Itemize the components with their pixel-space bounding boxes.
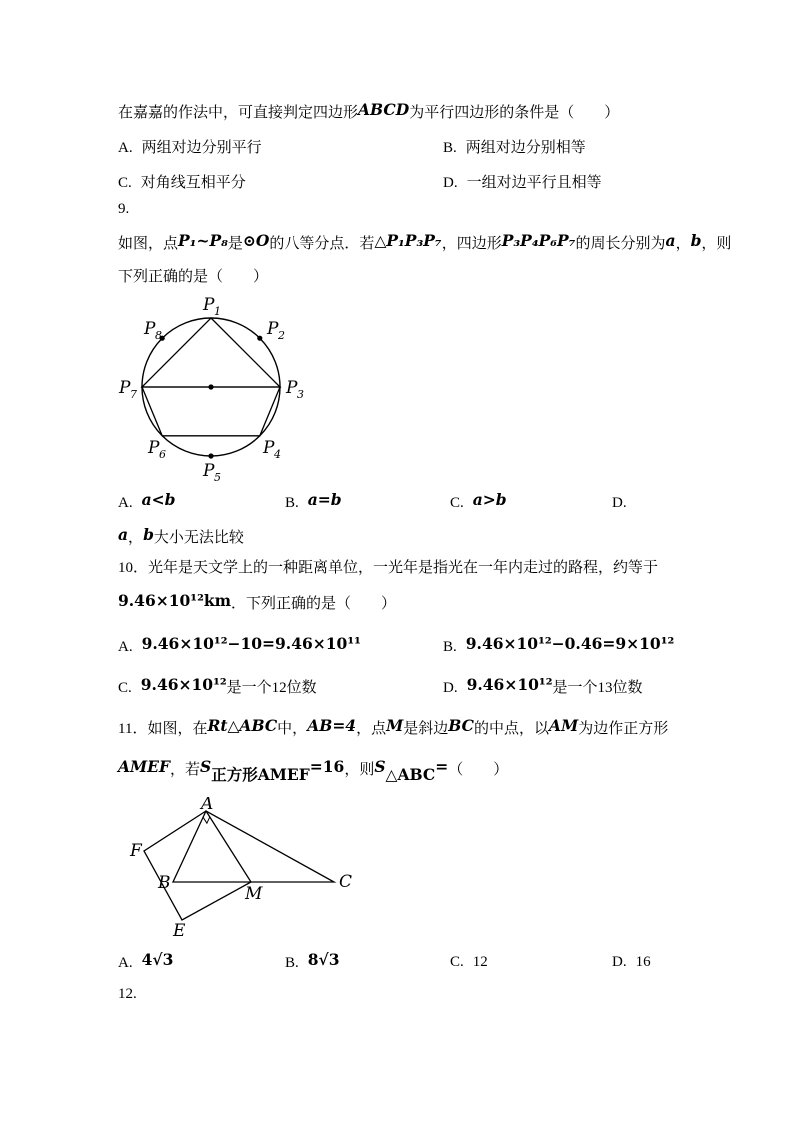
right-angle-mark: [203, 817, 210, 823]
p5-label: P: [203, 461, 215, 481]
q11-line2-m1: AMEF: [118, 757, 171, 776]
q9-option-b-math: a=b: [307, 490, 342, 509]
q11-line2: [118, 757, 509, 784]
q9-m3: △P₁P₃P₇: [374, 231, 442, 250]
q10-option-a: [118, 634, 361, 656]
q9-stem-line2: 下列正确的是（ ）: [118, 269, 269, 285]
q9-option-d-label: D.: [612, 495, 627, 511]
q10-option-d-label: D.: [443, 680, 458, 696]
q9-t4: ，四边形: [441, 236, 502, 252]
q11-option-a-label: A.: [118, 955, 133, 971]
q10-option-c-label: C.: [118, 680, 132, 696]
q11-t5: 的中点，以: [474, 721, 550, 737]
q11-t1: 11．如图，在: [118, 721, 208, 737]
q10-option-c-text: 是一个12位数: [226, 680, 317, 696]
q10-option-d-text: 是一个13位数: [552, 680, 643, 696]
q11-t2: 中，: [277, 721, 308, 737]
q11-m5: AM: [549, 716, 579, 735]
q9-m6: b: [690, 231, 702, 250]
q11-line2-t3: （ ）: [448, 762, 509, 778]
p6-label: P: [148, 438, 160, 458]
q8-option-b-label: B.: [443, 140, 457, 156]
p2-dot: [257, 336, 262, 341]
p5-dot: [208, 453, 213, 458]
q8-option-d-text: 一组对边平行且相等: [466, 175, 602, 191]
p7-sub: 7: [130, 388, 137, 401]
q11-option-b-label: B.: [285, 955, 299, 971]
center-dot: [208, 384, 213, 389]
quad-p3p4p6p7: [142, 387, 280, 436]
triangle-square-figure: [118, 797, 363, 949]
q11-line2-t2: ，则: [344, 762, 375, 778]
q10-option-a-math: 9.46×10¹²−10=9.46×10¹¹: [141, 634, 361, 653]
q11-option-c-label: C.: [450, 954, 464, 970]
q8-option-a-text: 两组对边分别平行: [141, 140, 262, 156]
label-f: F: [130, 841, 142, 861]
p4-label: P: [263, 438, 275, 458]
q11-option-d: [612, 953, 651, 971]
p3-label: P: [286, 378, 298, 398]
circle-eight-points-figure: [118, 292, 346, 490]
triangle-abc: [173, 811, 334, 882]
p1-label: P: [203, 295, 215, 315]
q11-s2-sub: △ABC: [385, 765, 436, 784]
q8-option-d-label: D.: [443, 175, 458, 191]
q11-option-d-label: D.: [612, 954, 627, 970]
q8-options-row-1: [118, 139, 718, 161]
q10-line1: 10．光年是天文学上的一种距离单位，一光年是指光在一年内走过的路程，约等于: [118, 560, 659, 576]
q9-option-c: [450, 490, 507, 512]
q10-options-row-1: [118, 634, 718, 659]
q8-option-b-text: 两组对边分别相等: [465, 140, 586, 156]
q9-m1: P₁~P₈: [178, 231, 228, 250]
q11-s1-sub: 正方形AMEF: [211, 765, 310, 784]
p8-sub: 8: [155, 329, 162, 342]
q11-line2-t1: ，若: [170, 762, 201, 778]
label-m: M: [245, 884, 263, 904]
q8-option-a-label: A.: [118, 140, 133, 156]
p5-sub: 5: [214, 471, 221, 484]
q9-option-a-label: A.: [118, 495, 133, 511]
q9-options-row: [118, 490, 718, 515]
p1-sub: 1: [214, 305, 221, 318]
label-c: C: [339, 872, 353, 892]
q9-t7: ，则: [701, 236, 732, 252]
q9-m2: ⊙O: [242, 231, 270, 250]
p2-sub: 2: [278, 329, 285, 342]
q11-s2: S: [374, 757, 386, 776]
q11-option-b: [285, 950, 340, 972]
q9-dcont-m1: a: [118, 525, 129, 544]
q10-option-b-math: 9.46×10¹²−0.46=9×10¹²: [465, 634, 675, 653]
q8-stem-pre: 在嘉嘉的作法中，可直接判定四边形: [118, 105, 359, 121]
q11-s1: S: [200, 757, 212, 776]
q9-dcont-t2: 大小无法比较: [153, 530, 244, 546]
q9-stem-line1: [118, 231, 732, 253]
q9-dcont-t1: ，: [128, 530, 144, 546]
q8-option-b: [443, 139, 586, 157]
q8-options-row-2: [118, 174, 718, 196]
q8-option-a: [118, 139, 262, 157]
p7-label: P: [119, 378, 131, 398]
p6-sub: 6: [159, 448, 166, 461]
q11-t3: ，点: [356, 721, 387, 737]
q9-m5: a: [665, 231, 676, 250]
q10-option-b: [443, 634, 675, 656]
q9-option-c-label: C.: [450, 495, 464, 511]
q11-line1: [118, 716, 669, 738]
q10-option-d-math: 9.46×10¹²: [466, 675, 553, 694]
q11-m2: AB=4: [307, 716, 357, 735]
label-e: E: [173, 921, 186, 941]
q9-t5: 的周长分别为: [575, 236, 666, 252]
q11-m3: M: [386, 716, 404, 735]
q10-options-row-2: [118, 675, 718, 700]
q9-number: 9.: [118, 201, 130, 217]
q10-line2-math: 9.46×10¹²km: [118, 591, 232, 610]
q11-option-a: [118, 950, 174, 972]
triangle-p1p3p7: [142, 318, 280, 387]
q11-option-c: [450, 953, 488, 971]
q11-option-b-math: 8√3: [307, 950, 340, 969]
p4-sub: 4: [274, 448, 281, 461]
q11-option-a-math: 4√3: [141, 950, 174, 969]
q11-option-d-math: 16: [635, 954, 651, 970]
q11-t4: 是斜边: [403, 721, 449, 737]
q9-option-a: [118, 490, 176, 512]
q9-option-c-math: a>b: [472, 490, 507, 509]
q9-option-b: [285, 490, 342, 512]
q10-line2: [118, 591, 397, 613]
q11-options-row: [118, 950, 718, 975]
p2-label: P: [267, 319, 279, 339]
q10-line2-text: ．下列正确的是（ ）: [231, 596, 397, 612]
q10-option-b-label: B.: [443, 639, 457, 655]
q11-s2-eq: =: [435, 757, 449, 776]
label-b: B: [158, 873, 171, 893]
q9-t3: 的八等分点．若: [269, 236, 375, 252]
q11-m1: Rt△ABC: [207, 716, 278, 735]
q8-stem: [118, 100, 620, 122]
p8-label: P: [144, 319, 156, 339]
label-a: A: [201, 797, 214, 814]
q9-t1: 如图，点: [118, 236, 179, 252]
q8-option-d: [443, 174, 602, 192]
q9-dcont-m2: b: [143, 525, 154, 544]
q10-option-a-label: A.: [118, 639, 133, 655]
q11-m4: BC: [448, 716, 475, 735]
q9-option-b-label: B.: [285, 495, 299, 511]
q9-option-d: [612, 493, 636, 512]
q11-s1-eq: =16: [309, 757, 345, 776]
q10-option-c-math: 9.46×10¹²: [140, 675, 227, 694]
q9-option-d-continuation: [118, 525, 244, 547]
q9-m4: P₃P₄P₆P₇: [501, 231, 576, 250]
q8-stem-post: 为平行四边形的条件是（ ）: [409, 105, 620, 121]
q11-option-c-math: 12: [472, 954, 488, 970]
q10-option-d: [443, 675, 643, 697]
q8-option-c-label: C.: [118, 175, 132, 191]
q9-t2: 是: [227, 236, 243, 252]
q10-option-c: [118, 675, 317, 697]
q8-stem-var: ABCD: [358, 100, 410, 119]
p3-sub: 3: [297, 388, 304, 401]
q11-t6: 为边作正方形: [578, 721, 669, 737]
q12-number: 12.: [118, 986, 137, 1002]
q8-option-c-text: 对角线互相平分: [140, 175, 246, 191]
q8-option-c: [118, 174, 246, 192]
q9-t6: ，: [675, 236, 691, 252]
q9-option-a-math: a<b: [141, 490, 176, 509]
